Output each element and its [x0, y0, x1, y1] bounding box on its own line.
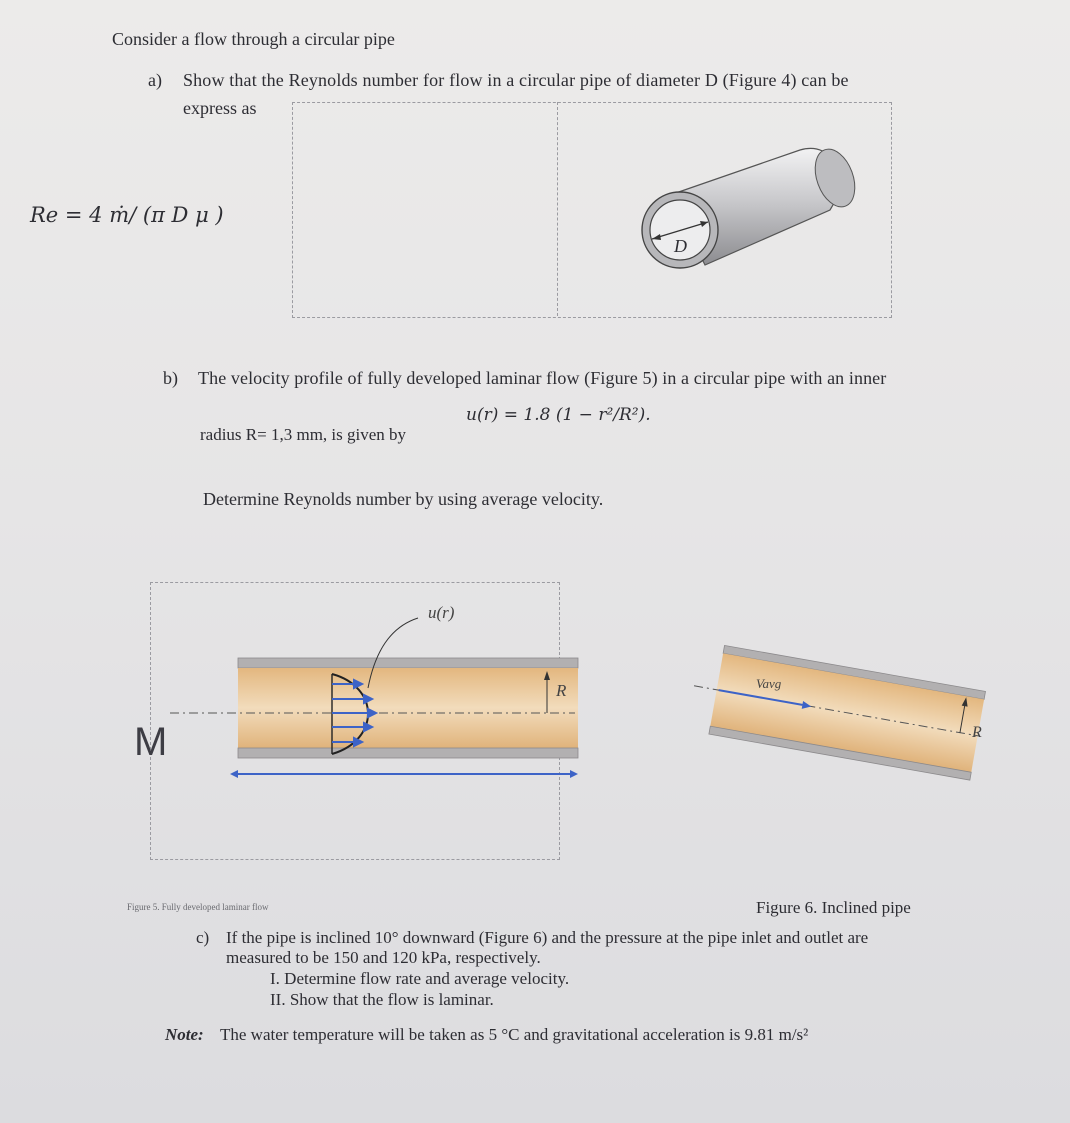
figure4-divider [557, 102, 558, 316]
figure5-radius-label: R [556, 681, 567, 700]
part-a-line1: Show that the Reynolds number for flow in a circular pipe of diameter D (Figure 4) can be [183, 70, 849, 90]
part-b-label: b) [163, 368, 178, 388]
part-c-line2: measured to be 150 and 120 kPa, respectively. [226, 948, 541, 967]
velocity-profile-equation: u(r) = 1.8 (1 − r²/R²). [466, 405, 651, 425]
figure6-velocity-label: Vavg [756, 676, 782, 691]
figure6-radius-label: R [972, 724, 982, 741]
part-c-label: c) [196, 928, 210, 947]
note-label: Note: [165, 1025, 204, 1044]
part-a-line2: express as [183, 98, 257, 118]
figure5-velocity-label: u(r) [428, 603, 455, 622]
part-c-item1: I. Determine flow rate and average velocity. [270, 969, 570, 988]
figure5-caption: Figure 5. Fully developed laminar flow [127, 902, 269, 912]
intro-text: Consider a flow through a circular pipe [112, 29, 395, 49]
figure4-pipe-illustration [630, 140, 870, 280]
reynolds-equation: Re = 4 ṁ/ (π D μ ) [30, 203, 224, 227]
part-b-line1: The velocity profile of fully developed laminar flow (Figure 5) in a circular pipe with an inner [198, 368, 887, 388]
figure5-laminar-flow-diagram [150, 582, 580, 858]
part-c-line1: If the pipe is inclined 10° downward (Figure 6) and the pressure at the pipe inlet and outlet are [226, 928, 869, 947]
part-b-task: Determine Reynolds number by using average velocity. [203, 489, 604, 509]
figure6-inclined-pipe-diagram [690, 640, 990, 810]
part-a-label: a) [148, 70, 162, 90]
note-text: The water temperature will be taken as 5 °C and gravitational acceleration is 9.81 m/s² [220, 1025, 809, 1044]
figure5-m-label: M [134, 720, 168, 764]
part-b-line2: radius R= 1,3 mm, is given by [200, 425, 407, 444]
figure4-diameter-label: D [674, 236, 687, 256]
figure6-caption: Figure 6. Inclined pipe [756, 898, 911, 917]
part-c-item2: II. Show that the flow is laminar. [270, 990, 494, 1009]
